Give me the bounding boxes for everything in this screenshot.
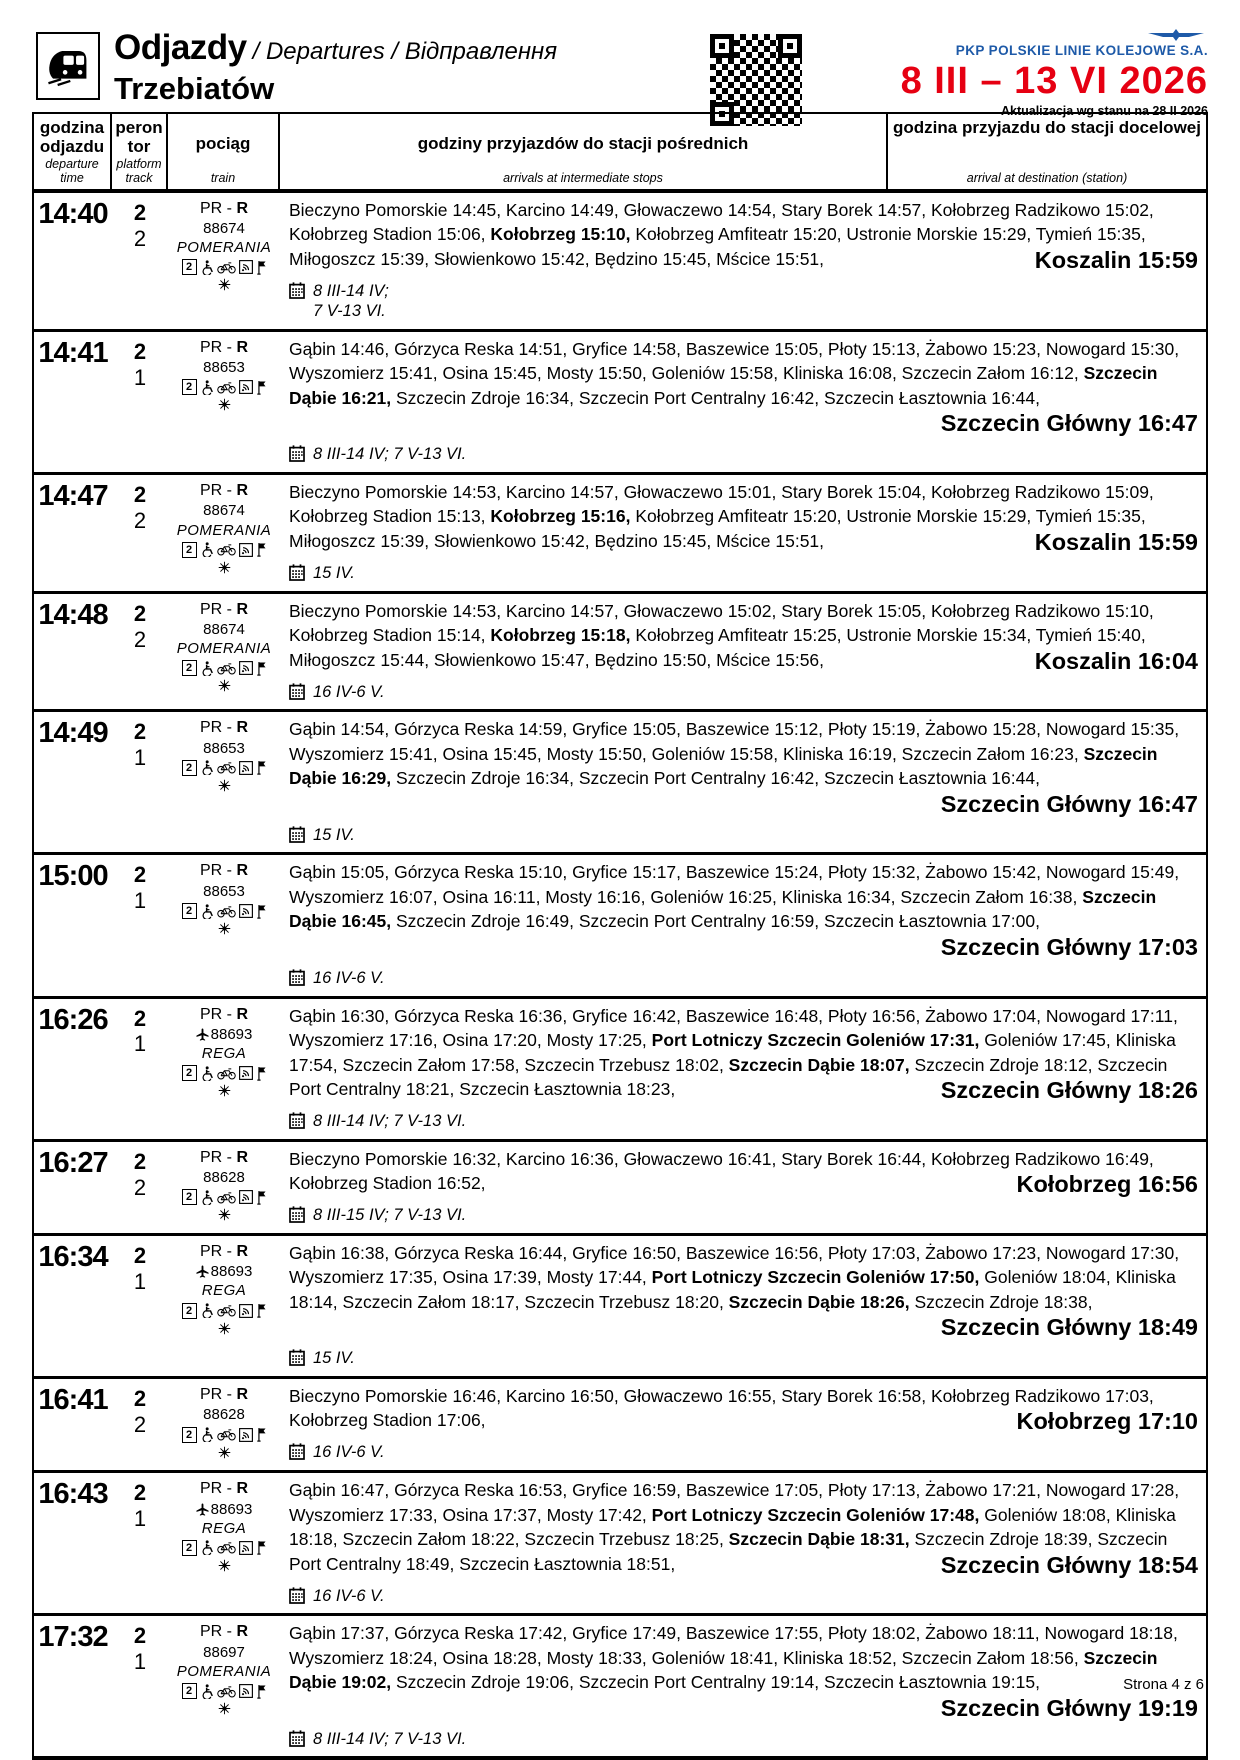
intermediate-stops: Bieczyno Pomorskie 14:53, Karcino 14:57, Głowaczewo 15:02, Stary Borek 15:05, Kołobrzeg Radzikowo 15:10, Kołobrzeg Stadion 15:14, Kołobrzeg 15:18, Kołobrzeg Amfiteatr 15:25, Ustronie Morskie 15:34, Tymień 15:40, Miłogoszcz 15:44, Słowienkowo 15:47, Będzino 15:50, Mścice 15:56, Koszalin 16:04: [289, 600, 1198, 674]
train-number: 88653: [203, 359, 245, 377]
air-conditioning-icon: [168, 1084, 280, 1097]
track-number: 1: [133, 1268, 147, 1294]
departure-row: [34, 1139, 1206, 1233]
amenity-icons: [168, 379, 280, 395]
track-number: 2: [133, 225, 147, 251]
train-category: PR - R: [199, 199, 248, 217]
service-dates-text: 16 IV-6 V.: [313, 682, 385, 701]
second-class-icon: 2: [182, 259, 197, 275]
destination-arrival: Kołobrzeg 17:10: [1016, 1408, 1198, 1435]
flag-icon: [256, 1427, 267, 1442]
bicycle-icon: [217, 761, 236, 774]
service-dates: [289, 1205, 1198, 1226]
track-number: 1: [133, 745, 147, 771]
page-title-line: [114, 28, 557, 68]
service-dates: [289, 1111, 1198, 1132]
pkp-logo: [901, 28, 1208, 58]
track-number: 1: [133, 1649, 147, 1675]
intermediate-stops: Gąbin 16:30, Górzyca Reska 16:36, Gryfice 16:42, Baszewice 16:48, Płoty 16:56, Żabowo 17:04, Nowogard 17:11, Wyszomierz 17:16, Osina 17:20, Mosty 17:25, Port Lotniczy Szczecin Goleniów 17:31, Goleniów 17:45, Kliniska 17:54, Szczecin Załom 17:58, Szczecin Trzebusz 18:02, Szczecin Dąbie 18:07, Szczecin Zdroje 18:12, Szczecin Port Centralny 18:21, Szczecin Łasztownia 18:23, Szczecin Główny 18:26: [289, 1005, 1198, 1104]
wifi-icon: [239, 761, 253, 775]
departure-time: 15:00: [38, 860, 108, 893]
train-cell: [168, 594, 280, 710]
destination-arrival: Szczecin Główny 18:54: [940, 1551, 1198, 1578]
page-title-translations: / Departures / Відправлення: [252, 38, 558, 65]
train-name: REGA: [201, 1519, 247, 1537]
amenity-icons: [168, 660, 280, 676]
service-dates-text: 16 IV-6 V.: [313, 1443, 385, 1462]
flag-icon: [256, 1540, 267, 1555]
second-class-icon: 2: [182, 1065, 197, 1081]
bicycle-icon: [217, 1685, 236, 1698]
intermediate-stops: Gąbin 15:05, Górzyca Reska 15:10, Gryfice 15:17, Baszewice 15:24, Płoty 15:32, Żabowo 15:42, Nowogard 15:49, Wyszomierz 16:07, Osina 16:11, Mosty 16:16, Goleniów 16:25, Kliniska 16:34, Szczecin Załom 16:38, Szczecin Dąbie 16:45, Szczecin Zdroje 16:49, Szczecin Port Centralny 16:59, Szczecin Łasztownia 17:00, Szczecin Główny 17:03: [289, 862, 1198, 960]
destination-arrival: Szczecin Główny 16:47: [940, 410, 1198, 437]
amenity-icons: [168, 1427, 280, 1443]
train-cell: [168, 1473, 280, 1613]
service-dates-text: 16 IV-6 V.: [313, 1586, 385, 1605]
amenity-icons: [168, 903, 280, 919]
route-cell: [280, 193, 1206, 329]
amenity-icons: [168, 1065, 280, 1081]
wifi-icon: [239, 380, 253, 394]
second-class-icon: 2: [182, 1189, 197, 1205]
departure-time: 16:43: [38, 1478, 108, 1511]
bicycle-icon: [217, 381, 236, 394]
service-dates: [289, 968, 1198, 989]
track-number: 1: [133, 364, 147, 390]
train-number: 88653: [203, 739, 245, 757]
air-conditioning-icon: [168, 1208, 280, 1221]
calendar-icon: [289, 1112, 305, 1129]
air-conditioning-icon: [168, 679, 280, 692]
calendar-icon: [289, 826, 305, 843]
air-conditioning-icon: [168, 561, 280, 574]
wifi-icon: [239, 260, 253, 274]
page-number: Strona 4 z 6: [1123, 1676, 1204, 1693]
route-cell: [280, 1142, 1206, 1233]
train-cell: [168, 999, 280, 1139]
col-header-departure-time: godzina odjazdu departure time: [34, 114, 112, 189]
second-class-icon: 2: [182, 660, 197, 676]
service-dates: [289, 444, 1198, 465]
train-cell: [168, 475, 280, 591]
train-cell: [168, 1616, 280, 1756]
platform-track-cell: [112, 855, 168, 995]
train-icon: [36, 32, 100, 100]
platform-number: 2: [133, 1242, 147, 1268]
destination-arrival: Kołobrzeg 16:56: [1016, 1171, 1198, 1198]
train-category: PR - R: [199, 1385, 248, 1403]
train-number: 88653: [203, 882, 245, 900]
intermediate-stops: Bieczyno Pomorskie 14:53, Karcino 14:57, Głowaczewo 15:01, Stary Borek 15:04, Kołobrzeg Radzikowo 15:09, Kołobrzeg Stadion 15:13, Kołobrzeg 15:16, Kołobrzeg Amfiteatr 15:20, Ustronie Morskie 15:29, Tymień 15:35, Miłogoszcz 15:39, Słowienkowo 15:42, Będzino 15:45, Mścice 15:51, Koszalin 15:59: [289, 481, 1198, 555]
service-dates-text: 15 IV.: [313, 563, 355, 582]
platform-track-cell: [112, 594, 168, 710]
destination-arrival: Koszalin 16:04: [1034, 647, 1198, 674]
departure-row: [34, 193, 1206, 329]
destination-arrival: Szczecin Główny 18:26: [940, 1077, 1198, 1104]
train-category: PR - R: [199, 600, 248, 618]
airplane-icon: [196, 1503, 209, 1516]
intermediate-stops: Gąbin 16:38, Górzyca Reska 16:44, Gryfice 16:50, Baszewice 16:56, Płoty 17:03, Żabowo 17:23, Nowogard 17:30, Wyszomierz 17:35, Osina 17:39, Mosty 17:44, Port Lotniczy Szczecin Goleniów 17:50, Goleniów 18:04, Kliniska 18:14, Szczecin Załom 18:17, Szczecin Trzebusz 18:20, Szczecin Dąbie 18:26, Szczecin Zdroje 18:38, Szczecin Główny 18:49: [289, 1242, 1198, 1341]
train-category: PR - R: [199, 862, 248, 880]
train-cell: [168, 1142, 280, 1233]
service-dates: [289, 281, 1198, 322]
train-number: 88693: [168, 1025, 280, 1044]
bicycle-icon: [217, 662, 236, 675]
wifi-icon: [239, 1066, 253, 1080]
route-cell: [280, 1473, 1206, 1613]
destination-arrival: Szczecin Główny 16:47: [940, 790, 1198, 817]
platform-number: 2: [133, 1385, 147, 1411]
airplane-icon: [196, 1028, 209, 1041]
calendar-icon: [289, 1349, 305, 1366]
amenity-icons: [168, 259, 280, 275]
wheelchair-icon: [200, 760, 214, 775]
timetable-validity-period: 8 III – 13 VI 2026: [900, 60, 1208, 102]
bicycle-icon: [217, 1428, 236, 1441]
bicycle-icon: [217, 905, 236, 918]
air-conditioning-icon: [168, 398, 280, 411]
flag-icon: [256, 904, 267, 919]
platform-track-cell: [112, 475, 168, 591]
flag-icon: [256, 1303, 267, 1318]
train-name: POMERANIA: [176, 640, 272, 658]
wifi-icon: [239, 1541, 253, 1555]
update-note: Aktualizacja wg stanu na 28 II 2026: [1000, 104, 1208, 118]
flag-icon: [256, 760, 267, 775]
platform-track-cell: [112, 1616, 168, 1756]
second-class-icon: 2: [182, 1540, 197, 1556]
train-number: 88628: [203, 1169, 245, 1187]
calendar-icon: [289, 445, 305, 462]
page-title: Odjazdy: [114, 28, 247, 67]
train-category: PR - R: [199, 1005, 248, 1023]
service-dates: [289, 1348, 1198, 1369]
wheelchair-icon: [200, 380, 214, 395]
train-number: 88674: [203, 502, 245, 520]
wheelchair-icon: [200, 1190, 214, 1205]
platform-track-cell: [112, 1236, 168, 1376]
platform-track-cell: [112, 1142, 168, 1233]
train-category: PR - R: [199, 719, 248, 737]
route-cell: [280, 1236, 1206, 1376]
intermediate-stops: Gąbin 16:47, Górzyca Reska 16:53, Gryfice 16:59, Baszewice 17:05, Płoty 17:13, Żabowo 17:21, Nowogard 17:28, Wyszomierz 17:33, Osina 17:37, Mosty 17:42, Port Lotniczy Szczecin Goleniów 17:48, Goleniów 18:08, Kliniska 18:18, Szczecin Załom 18:22, Szczecin Trzebusz 18:25, Szczecin Dąbie 18:31, Szczecin Zdroje 18:39, Szczecin Port Centralny 18:49, Szczecin Łasztownia 18:51, Szczecin Główny 18:54: [289, 1480, 1198, 1578]
service-dates: [289, 563, 1198, 584]
track-number: 1: [133, 1031, 147, 1057]
flag-icon: [256, 1066, 267, 1081]
second-class-icon: 2: [182, 903, 197, 919]
train-cell: [168, 332, 280, 472]
col-header-platform-track: peron tor platform track: [112, 114, 168, 189]
second-class-icon: 2: [182, 760, 197, 776]
track-number: 2: [133, 507, 147, 533]
departure-time: 17:32: [38, 1621, 108, 1654]
train-cell: [168, 855, 280, 995]
departure-row: [34, 996, 1206, 1139]
amenity-icons: [168, 1540, 280, 1556]
col-header-intermediate-stops: godziny przyjazdów do stacji pośrednich arrivals at intermediate stops: [280, 114, 888, 189]
train-name: POMERANIA: [176, 1662, 272, 1680]
train-category: PR - R: [199, 1480, 248, 1498]
calendar-icon: [289, 282, 305, 299]
second-class-icon: 2: [182, 1683, 197, 1699]
train-number: 88674: [203, 220, 245, 238]
train-number: 88674: [203, 621, 245, 639]
departure-time: 16:27: [38, 1146, 108, 1179]
service-dates: [289, 1729, 1198, 1750]
route-cell: [280, 1379, 1206, 1470]
calendar-icon: [289, 1443, 305, 1460]
air-conditioning-icon: [168, 1446, 280, 1459]
platform-number: 2: [133, 199, 147, 225]
service-dates: [289, 682, 1198, 703]
route-cell: [280, 999, 1206, 1139]
departure-time: 14:40: [38, 197, 108, 230]
route-cell: [280, 332, 1206, 472]
wifi-icon: [239, 543, 253, 557]
platform-number: 2: [133, 1623, 147, 1649]
amenity-icons: [168, 1189, 280, 1205]
wifi-icon: [239, 661, 253, 675]
intermediate-stops: Gąbin 14:46, Górzyca Reska 14:51, Gryfice 14:58, Baszewice 15:05, Płoty 15:13, Żabowo 15:23, Nowogard 15:30, Wyszomierz 15:41, Osina 15:45, Mosty 15:50, Goleniów 15:58, Kliniska 16:08, Szczecin Załom 16:12, Szczecin Dąbie 16:21, Szczecin Zdroje 16:34, Szczecin Port Centralny 16:42, Szczecin Łasztownia 16:44, Szczecin Główny 16:47: [289, 338, 1198, 437]
train-name: POMERANIA: [176, 521, 272, 539]
wheelchair-icon: [200, 661, 214, 676]
calendar-icon: [289, 564, 305, 581]
flag-icon: [256, 380, 267, 395]
platform-track-cell: [112, 332, 168, 472]
airplane-icon: [196, 1265, 209, 1278]
platform-track-cell: [112, 712, 168, 852]
train-cell: [168, 193, 280, 329]
second-class-icon: 2: [182, 542, 197, 558]
amenity-icons: [168, 542, 280, 558]
wheelchair-icon: [200, 542, 214, 557]
service-dates-text: 8 III-14 IV; 7 V-13 VI.: [313, 281, 389, 321]
service-dates: [289, 1442, 1198, 1463]
bicycle-icon: [217, 1067, 236, 1080]
train-number: 88697: [203, 1643, 245, 1661]
service-dates-text: 16 IV-6 V.: [313, 968, 385, 987]
flag-icon: [256, 1190, 267, 1205]
train-category: PR - R: [199, 481, 248, 499]
second-class-icon: 2: [182, 379, 197, 395]
destination-arrival: Koszalin 15:59: [1034, 528, 1198, 555]
bicycle-icon: [217, 1541, 236, 1554]
table-header: [34, 114, 1206, 193]
track-number: 1: [133, 1506, 147, 1532]
route-cell: [280, 475, 1206, 591]
wheelchair-icon: [200, 1540, 214, 1555]
wifi-icon: [239, 1428, 253, 1442]
intermediate-stops: Bieczyno Pomorskie 16:32, Karcino 16:36, Głowaczewo 16:41, Stary Borek 16:44, Kołobrzeg Radzikowo 16:49, Kołobrzeg Stadion 16:52, Kołobrzeg 16:56: [289, 1148, 1198, 1198]
departure-row: [34, 1613, 1206, 1756]
service-dates: [289, 1586, 1198, 1607]
wheelchair-icon: [200, 1427, 214, 1442]
calendar-icon: [289, 1730, 305, 1747]
departure-time: 14:49: [38, 717, 108, 750]
flag-icon: [256, 260, 267, 275]
departure-row: [34, 472, 1206, 591]
wheelchair-icon: [200, 1684, 214, 1699]
train-number: 88693: [168, 1500, 280, 1519]
departure-row: [34, 1233, 1206, 1376]
service-dates-text: 15 IV.: [313, 825, 355, 844]
departure-row: [34, 852, 1206, 995]
train-cell: [168, 1379, 280, 1470]
departure-time: 14:48: [38, 598, 108, 631]
route-cell: [280, 1616, 1206, 1756]
air-conditioning-icon: [168, 922, 280, 935]
service-dates-text: 8 III-14 IV; 7 V-13 VI.: [313, 1112, 467, 1131]
track-number: 2: [133, 1411, 147, 1437]
train-icon-glyph: [45, 43, 91, 89]
air-conditioning-icon: [168, 1702, 280, 1715]
col-header-destination: godzina przyjazdu do stacji docelowej arrival at destination (station): [893, 118, 1201, 185]
platform-number: 2: [133, 1480, 147, 1506]
service-dates-text: 8 III-15 IV; 7 V-13 VI.: [313, 1206, 467, 1225]
departure-time: 16:41: [38, 1383, 108, 1416]
destination-arrival: Szczecin Główny 17:03: [940, 933, 1198, 960]
platform-track-cell: [112, 999, 168, 1139]
departure-row: [34, 1470, 1206, 1613]
wheelchair-icon: [200, 1066, 214, 1081]
train-cell: [168, 712, 280, 852]
track-number: 2: [133, 1174, 147, 1200]
intermediate-stops: Gąbin 14:54, Górzyca Reska 14:59, Gryfice 15:05, Baszewice 15:12, Płoty 15:19, Żabowo 15:28, Nowogard 15:35, Wyszomierz 15:41, Osina 15:45, Mosty 15:50, Goleniów 15:58, Kliniska 16:19, Szczecin Załom 16:23, Szczecin Dąbie 16:29, Szczecin Zdroje 16:34, Szczecin Port Centralny 16:42, Szczecin Łasztownia 16:44, Szczecin Główny 16:47: [289, 719, 1198, 817]
station-name: Trzebiatów: [114, 71, 275, 106]
departure-row: [34, 591, 1206, 710]
wheelchair-icon: [200, 260, 214, 275]
train-category: PR - R: [199, 1623, 248, 1641]
wifi-icon: [239, 1190, 253, 1204]
second-class-icon: 2: [182, 1427, 197, 1443]
departure-time: 16:26: [38, 1003, 108, 1036]
flag-icon: [256, 661, 267, 676]
amenity-icons: [168, 1303, 280, 1319]
second-class-icon: 2: [182, 1303, 197, 1319]
destination-arrival: Koszalin 15:59: [1034, 246, 1198, 273]
departure-time: 16:34: [38, 1240, 108, 1273]
calendar-icon: [289, 683, 305, 700]
wifi-icon: [239, 1684, 253, 1698]
service-dates: [289, 825, 1198, 846]
bicycle-icon: [217, 1304, 236, 1317]
platform-number: 2: [133, 481, 147, 507]
departure-row: [34, 709, 1206, 852]
calendar-icon: [289, 1587, 305, 1604]
train-name: REGA: [201, 1282, 247, 1300]
brand-name: PKP POLSKIE LINIE KOLEJOWE S.A.: [955, 43, 1208, 58]
calendar-icon: [289, 1206, 305, 1223]
platform-track-cell: [112, 1379, 168, 1470]
table-body: [34, 193, 1206, 1757]
departure-row: [34, 1376, 1206, 1470]
col-header-train: pociąg train: [168, 114, 280, 189]
intermediate-stops: Bieczyno Pomorskie 16:46, Karcino 16:50, Głowaczewo 16:55, Stary Borek 16:58, Kołobrzeg Radzikowo 17:03, Kołobrzeg Stadion 17:06, Kołobrzeg 17:10: [289, 1385, 1198, 1435]
train-cell: [168, 1236, 280, 1376]
flag-icon: [256, 1684, 267, 1699]
service-dates-text: 8 III-14 IV; 7 V-13 VI.: [313, 445, 467, 464]
calendar-icon: [289, 969, 305, 986]
pkp-wings-icon: [1144, 28, 1208, 42]
route-cell: [280, 594, 1206, 710]
service-dates-text: 8 III-14 IV; 7 V-13 VI.: [313, 1729, 467, 1748]
train-name: REGA: [201, 1045, 247, 1063]
bicycle-icon: [217, 543, 236, 556]
platform-number: 2: [133, 1148, 147, 1174]
train-category: PR - R: [199, 1242, 248, 1260]
service-dates-text: 15 IV.: [313, 1349, 355, 1368]
air-conditioning-icon: [168, 278, 280, 291]
air-conditioning-icon: [168, 1322, 280, 1335]
wheelchair-icon: [200, 1303, 214, 1318]
bicycle-icon: [217, 261, 236, 274]
bicycle-icon: [217, 1191, 236, 1204]
wifi-icon: [239, 1304, 253, 1318]
destination-arrival: Szczecin Główny 19:19: [940, 1694, 1198, 1721]
train-category: PR - R: [199, 1148, 248, 1166]
wifi-icon: [239, 904, 253, 918]
destination-arrival: Szczecin Główny 18:49: [940, 1314, 1198, 1341]
departure-time: 14:41: [38, 336, 108, 369]
train-number: 88693: [168, 1262, 280, 1281]
intermediate-stops: Gąbin 17:37, Górzyca Reska 17:42, Gryfice 17:49, Baszewice 17:55, Płoty 18:02, Żabowo 18:11, Nowogard 18:18, Wyszomierz 18:24, Osina 18:28, Mosty 18:33, Goleniów 18:41, Kliniska 18:52, Szczecin Załom 18:56, Szczecin Dąbie 19:02, Szczecin Zdroje 19:06, Szczecin Port Centralny 19:14, Szczecin Łasztownia 19:15, Szczecin Główny 19:19: [289, 1623, 1198, 1721]
platform-number: 2: [133, 719, 147, 745]
platform-track-cell: [112, 193, 168, 329]
train-category: PR - R: [199, 338, 248, 356]
air-conditioning-icon: [168, 779, 280, 792]
platform-number: 2: [133, 862, 147, 888]
route-cell: [280, 855, 1206, 995]
flag-icon: [256, 542, 267, 557]
amenity-icons: [168, 1683, 280, 1699]
track-number: 2: [133, 626, 147, 652]
departures-table: [32, 112, 1208, 1760]
platform-number: 2: [133, 338, 147, 364]
route-cell: [280, 712, 1206, 852]
intermediate-stops: Bieczyno Pomorskie 14:45, Karcino 14:49, Głowaczewo 14:54, Stary Borek 14:57, Kołobrzeg Radzikowo 15:02, Kołobrzeg Stadion 15:06, Kołobrzeg 15:10, Kołobrzeg Amfiteatr 15:20, Ustronie Morskie 15:29, Tymień 15:35, Miłogoszcz 15:39, Słowienkowo 15:42, Będzino 15:45, Mścice 15:51, Koszalin 15:59: [289, 199, 1198, 273]
platform-number: 2: [133, 600, 147, 626]
train-number: 88628: [203, 1406, 245, 1424]
amenity-icons: [168, 760, 280, 776]
platform-number: 2: [133, 1005, 147, 1031]
air-conditioning-icon: [168, 1559, 280, 1572]
poster-header: [32, 28, 1208, 118]
train-name: POMERANIA: [176, 239, 272, 257]
wheelchair-icon: [200, 904, 214, 919]
departure-row: [34, 329, 1206, 472]
platform-track-cell: [112, 1473, 168, 1613]
departure-time: 14:47: [38, 479, 108, 512]
track-number: 1: [133, 888, 147, 914]
